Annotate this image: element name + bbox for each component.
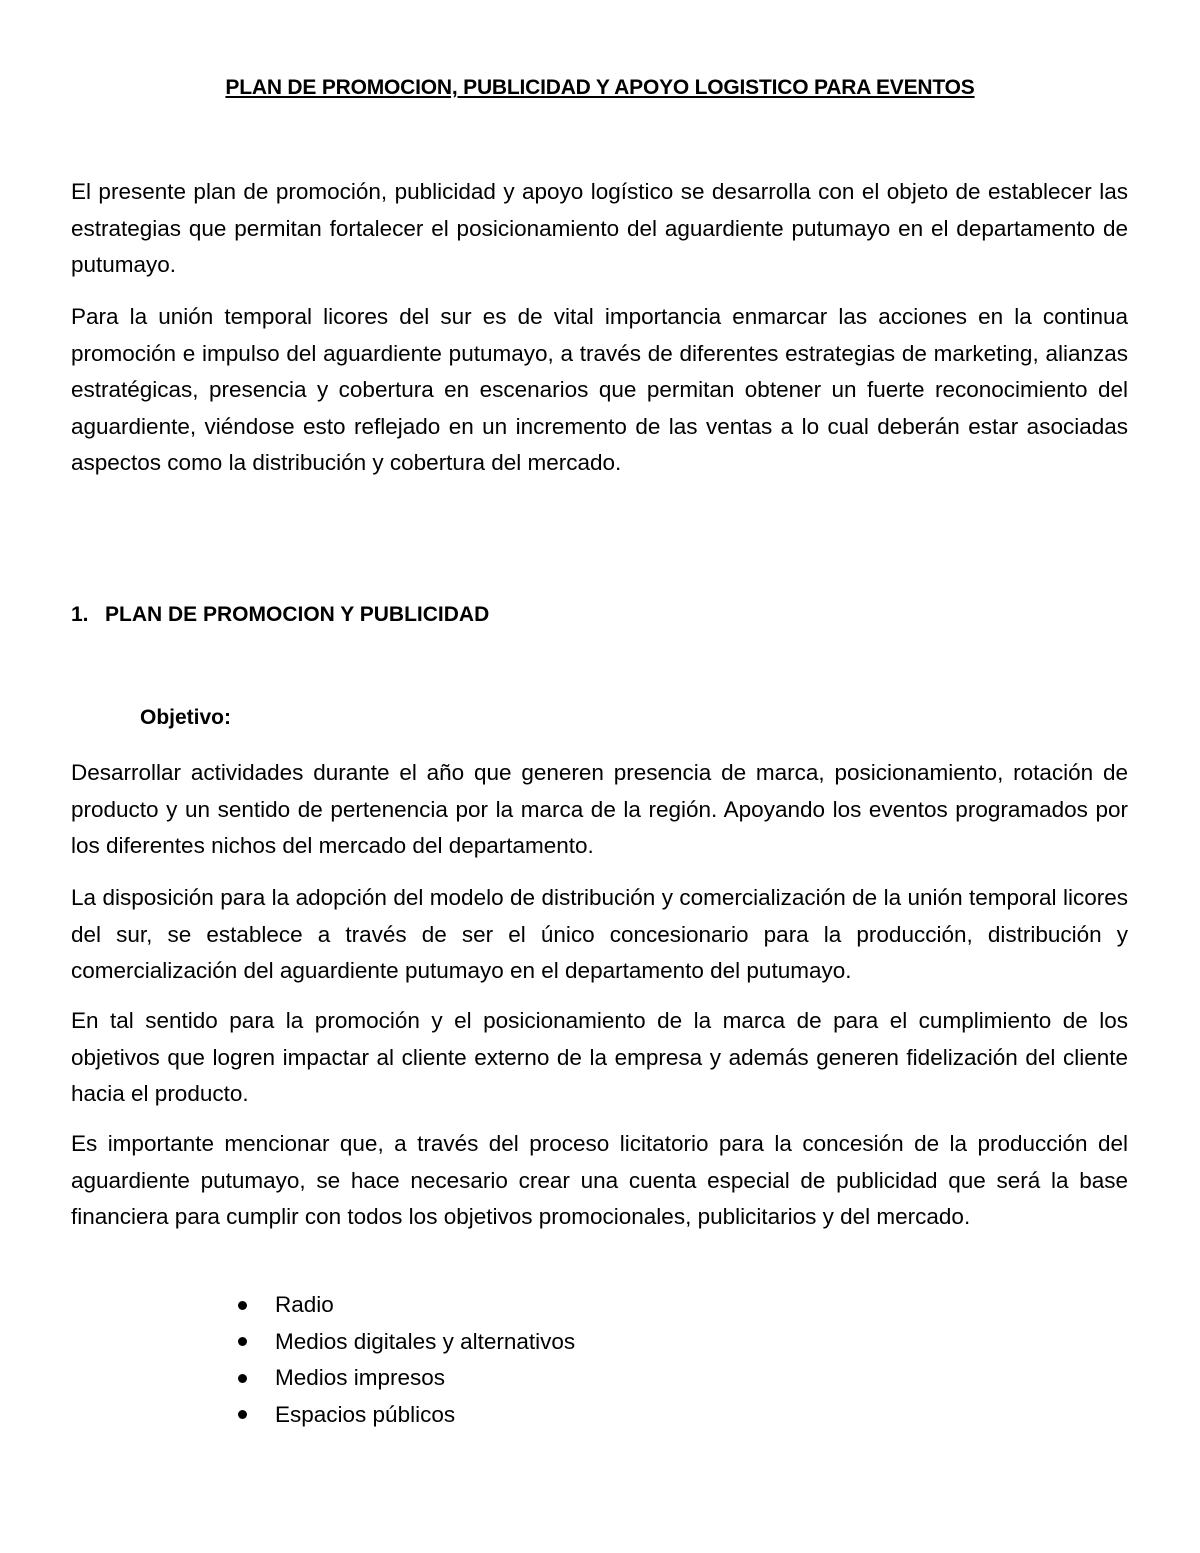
bullet-icon xyxy=(238,1337,247,1346)
list-item-label: Medios digitales y alternativos xyxy=(275,1328,576,1354)
section-paragraph-4: Es importante mencionar que, a través del proceso licitatorio para la concesión de la producción del aguardiente putumayo, se hace necesario crear una cuenta especial de publicidad que será la base financiera para cumplir con todos los objetivos promocionales, publicitarios y del mercado. xyxy=(71,1131,1128,1229)
section-heading xyxy=(71,603,489,627)
bullet-icon xyxy=(238,1301,247,1310)
bullet-icon xyxy=(238,1374,247,1383)
section-heading-text: PLAN DE PROMOCION Y PUBLICIDAD xyxy=(105,603,490,626)
list-item xyxy=(236,1397,575,1434)
media-bullet-list xyxy=(236,1287,575,1433)
list-item-label: Medios impresos xyxy=(275,1365,446,1390)
section-paragraph-2: La disposición para la adopción del modelo de distribución y comercialización de la unión temporal licores del sur, se establece a través de ser el único concesionario para la producción, distribución y comercialización del aguardiente putumayo en el departamento del putumayo. xyxy=(71,885,1128,983)
list-item xyxy=(236,1287,575,1324)
list-item xyxy=(236,1324,575,1361)
list-item-label: Radio xyxy=(275,1292,334,1317)
bullet-icon xyxy=(238,1410,247,1419)
document-title: PLAN DE PROMOCION, PUBLICIDAD Y APOYO LOGISTICO PARA EVENTOS xyxy=(225,76,975,99)
intro-paragraph-1: El presente plan de promoción, publicidad y apoyo logístico se desarrolla con el objeto de establecer las estrategias que permitan fortalecer el posicionamiento del aguardiente putumayo en el departamento de putumayo. xyxy=(71,179,1128,277)
objective-subheading: Objetivo: xyxy=(140,706,232,729)
list-item xyxy=(236,1360,575,1397)
intro-paragraph-2: Para la unión temporal licores del sur es de vital importancia enmarcar las acciones en la continua promoción e impulso del aguardiente putumayo, a través de diferentes estrategias de marketing, alianzas estratégicas, presencia y cobertura en escenarios que permitan obtener un fuerte reconocimiento del aguardiente, viéndose esto reflejado en un incremento de las ventas a lo cual deberán estar asociadas aspectos como la distribución y cobertura del mercado. xyxy=(71,304,1128,475)
section-paragraph-1: Desarrollar actividades durante el año que generen presencia de marca, posicionamiento, rotación de producto y un sentido de pertenencia por la marca de la región. Apoyando los eventos programados por los diferentes nichos del mercado del departamento. xyxy=(71,760,1128,858)
list-item-label: Espacios públicos xyxy=(275,1401,456,1427)
section-number: 1. xyxy=(71,603,89,626)
section-paragraph-3: En tal sentido para la promoción y el posicionamiento de la marca de para el cumplimiento de los objetivos que logren impactar al cliente externo de la empresa y además generen fidelización del cliente hacia el producto. xyxy=(71,1008,1128,1106)
